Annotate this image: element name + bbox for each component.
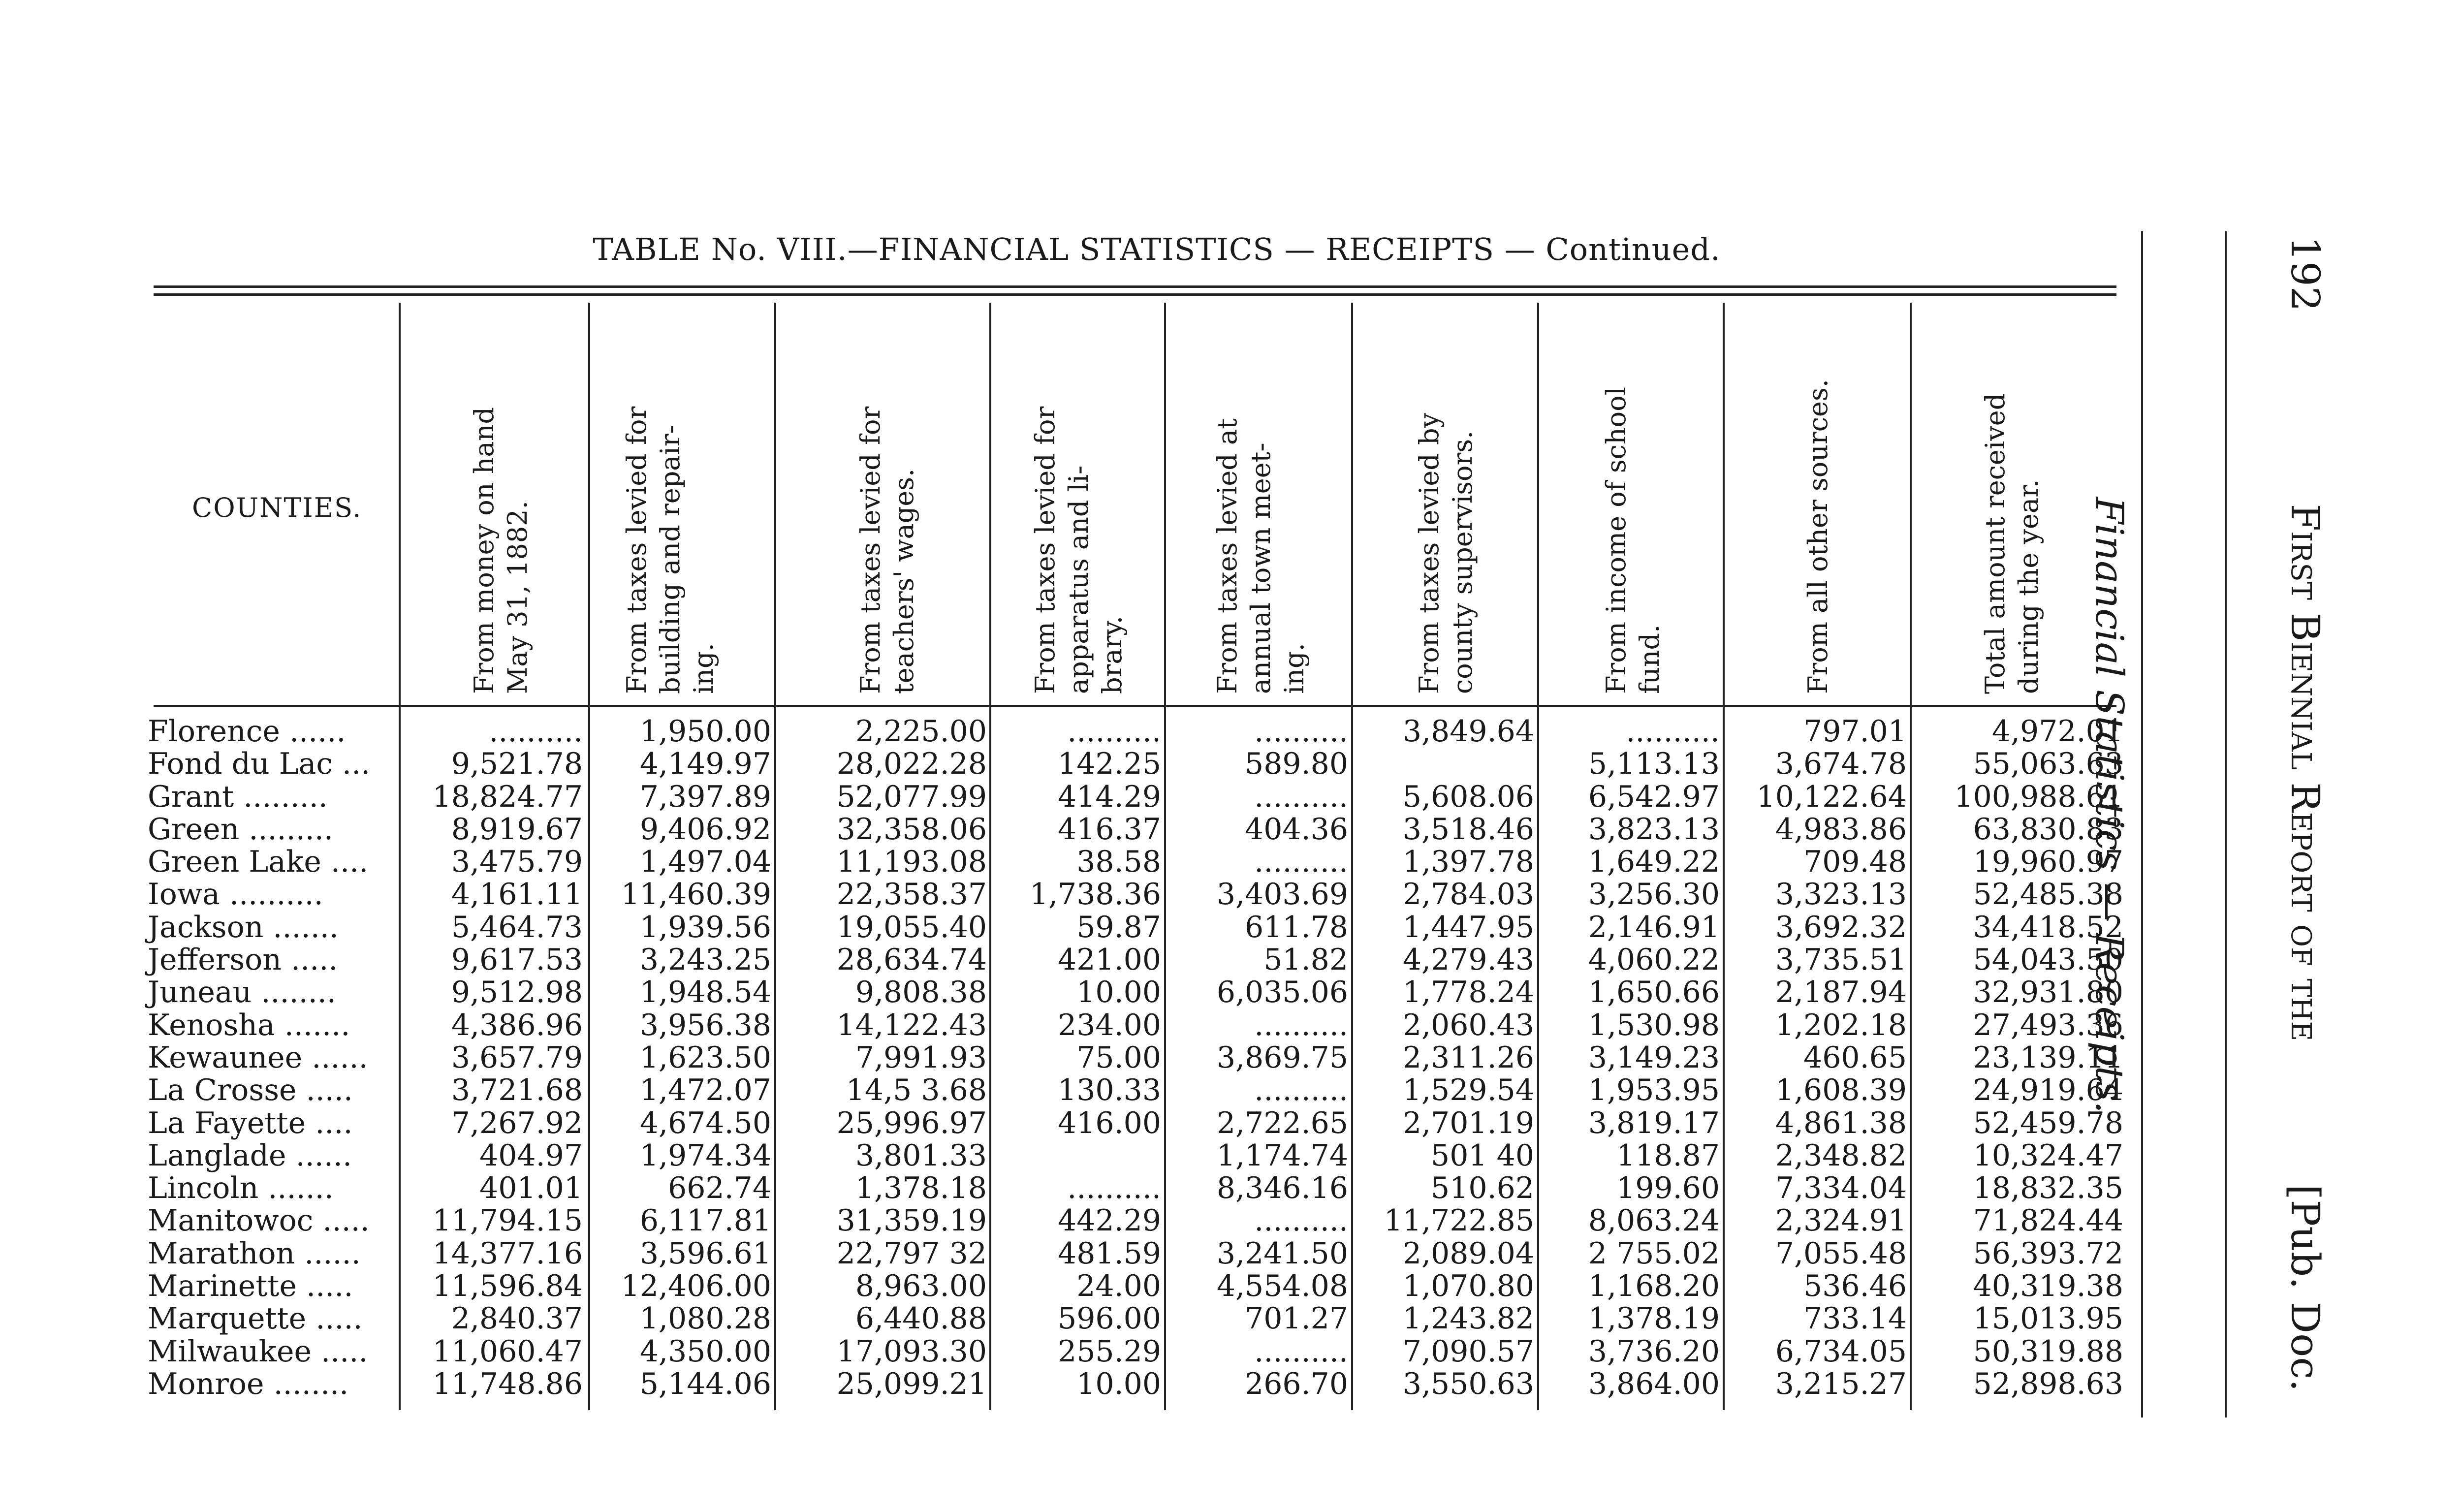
table-cell: 589.80 xyxy=(1245,747,1348,782)
table-cell: 4,386.96 xyxy=(451,1008,583,1042)
table-cell: 1,378.19 xyxy=(1588,1301,1720,1336)
column-school-fund xyxy=(1539,715,1720,1400)
table-cell: 5,144.06 xyxy=(639,1366,771,1401)
table-cell: 1,778.24 xyxy=(1402,975,1534,1010)
table-cell: 401.01 xyxy=(479,1171,583,1206)
table-cell: 1,529.54 xyxy=(1402,1073,1534,1108)
table-cell: 255.29 xyxy=(1058,1334,1161,1369)
table-cell: 1,080.28 xyxy=(639,1301,771,1336)
table-cell: 56,393.72 xyxy=(1973,1236,2123,1271)
table-cell: 3,149.23 xyxy=(1588,1040,1720,1075)
table-cell: 11,060.47 xyxy=(432,1334,583,1369)
table-cell: .......... xyxy=(1254,714,1348,749)
table-cell: 414.29 xyxy=(1058,779,1161,814)
table-cell: 59.87 xyxy=(1076,910,1161,945)
table-cell: 9,617.53 xyxy=(451,943,583,977)
table-cell: 3,518.46 xyxy=(1402,812,1534,847)
column-header-teachers-wages: From taxes levied for teachers' wages. xyxy=(855,406,919,694)
table-cell: 5,608.06 xyxy=(1402,779,1534,814)
row-label: Kenosha ....... xyxy=(148,1008,350,1042)
table-cell: 3,403.69 xyxy=(1216,877,1348,912)
table-cell: .......... xyxy=(1067,1171,1161,1206)
table-cell: 34,418.52 xyxy=(1973,910,2123,945)
table-cell: .......... xyxy=(1626,714,1720,749)
table-cell: .......... xyxy=(1254,845,1348,880)
table-cell: 2,146.91 xyxy=(1588,910,1720,945)
row-label: Langlade ...... xyxy=(148,1138,352,1173)
table-cell: 7,090.57 xyxy=(1402,1334,1534,1369)
table-cell: 3,256.30 xyxy=(1588,877,1720,912)
table-cell: 421.00 xyxy=(1058,943,1161,977)
table-cell: 10,122.64 xyxy=(1756,779,1907,814)
table-cell: 142.25 xyxy=(1058,747,1161,782)
table-cell: 8,063.24 xyxy=(1588,1203,1720,1238)
table-cell: 52,485.38 xyxy=(1973,877,2123,912)
table-cell: 1,953.95 xyxy=(1588,1073,1720,1108)
table-cell: 1,608.39 xyxy=(1775,1073,1907,1108)
header-rule xyxy=(154,705,2116,707)
table-cell: 404.36 xyxy=(1245,812,1348,847)
table-cell: 7,334.04 xyxy=(1775,1171,1907,1206)
table-cell: 31,359.19 xyxy=(836,1203,987,1238)
table-cell: 1,939.56 xyxy=(639,910,771,945)
row-label: La Fayette .... xyxy=(148,1105,353,1140)
table-cell: 3,721.68 xyxy=(451,1073,583,1108)
table-cell: .......... xyxy=(1254,1203,1348,1238)
top-rule xyxy=(154,285,2116,288)
column-apparatus-library xyxy=(991,715,1161,1400)
running-head xyxy=(2282,236,2328,1391)
table-cell: 4,279.43 xyxy=(1402,943,1534,977)
table-cell: 3,596.61 xyxy=(639,1236,771,1271)
table-cell: 2,225.00 xyxy=(855,714,987,749)
table-cell: 50,319.88 xyxy=(1973,1334,2123,1369)
table-cell: 2,840.37 xyxy=(451,1301,583,1336)
table-cell: 9,808.38 xyxy=(855,975,987,1010)
table-cell: 63,830.83 xyxy=(1973,812,2123,847)
table-cell: 510.62 xyxy=(1431,1171,1534,1206)
table-cell: 611.78 xyxy=(1245,910,1348,945)
table-cell: 3,869.75 xyxy=(1216,1040,1348,1075)
table-cell: 14,5 3.68 xyxy=(846,1073,987,1108)
pub-doc: [Pub. Doc. xyxy=(2282,1184,2328,1392)
table-cell xyxy=(991,1139,1161,1172)
table-cell: 1,974.34 xyxy=(639,1138,771,1173)
table-cell: 3,819.17 xyxy=(1588,1105,1720,1140)
counties-header: COUNTIES. xyxy=(192,492,362,523)
table-cell: 5,113.13 xyxy=(1588,747,1720,782)
table-cell: 1,202.18 xyxy=(1775,1008,1907,1042)
table-cell: 797.01 xyxy=(1803,714,1907,749)
table-cell: 662.74 xyxy=(668,1171,771,1206)
table-cell: 2 755.02 xyxy=(1588,1236,1720,1271)
table-cell: 266.70 xyxy=(1245,1366,1348,1401)
column-header-school-fund: From income of school fund. xyxy=(1601,387,1665,694)
table-cell: 3,736.20 xyxy=(1588,1334,1720,1369)
table-cell: 1,649.22 xyxy=(1588,845,1720,880)
row-label: Monroe ........ xyxy=(148,1366,349,1401)
column-header-total: Total amount received during the year. xyxy=(1980,393,2044,694)
table-cell: 19,960.97 xyxy=(1973,845,2123,880)
table-cell: 4,161.11 xyxy=(451,877,583,912)
table-cell: 1,243.82 xyxy=(1402,1301,1534,1336)
table-cell: 1,650.66 xyxy=(1588,975,1720,1010)
report-title: First Biennial Report of the xyxy=(2282,504,2328,1041)
table-cell: 11,460.39 xyxy=(621,877,771,912)
row-label: Jackson ....... xyxy=(148,910,339,945)
table-cell: 28,634.74 xyxy=(836,943,987,977)
table-cell: 709.48 xyxy=(1803,845,1907,880)
table-cell: 24.00 xyxy=(1076,1269,1161,1304)
table-cell: 4,554.08 xyxy=(1216,1269,1348,1304)
table-cell: 3,657.79 xyxy=(451,1040,583,1075)
table-cell: .......... xyxy=(1254,779,1348,814)
table-cell: 4,861.38 xyxy=(1775,1105,1907,1140)
table-cell: 10.00 xyxy=(1076,1366,1161,1401)
column-header-town-meeting: From taxes levied at annual town meet- ing. xyxy=(1212,418,1310,694)
table-cell: 23,139.11 xyxy=(1973,1040,2123,1075)
table-cell: .......... xyxy=(1254,1334,1348,1369)
row-label: La Crosse ..... xyxy=(148,1073,353,1108)
table-cell: 2,701.19 xyxy=(1402,1105,1534,1140)
row-label: Fond du Lac ... xyxy=(148,747,371,782)
column-building-repairing xyxy=(590,715,771,1400)
column-header-building-repairing: From taxes levied for building and repair- ing. xyxy=(621,406,719,694)
table-cell: 52,077.99 xyxy=(836,779,987,814)
table-cell: 14,377.16 xyxy=(432,1236,583,1271)
table-cell: 6,542.97 xyxy=(1588,779,1720,814)
table-cell: 1,472.07 xyxy=(639,1073,771,1108)
table-cell: 701.27 xyxy=(1245,1301,1348,1336)
row-label: Marinette ..... xyxy=(148,1269,353,1304)
table-cell: 596.00 xyxy=(1058,1301,1161,1336)
table-cell: 7,991.93 xyxy=(855,1040,987,1075)
table-cell: 4,350.00 xyxy=(639,1334,771,1369)
table-cell: 3,243.25 xyxy=(639,943,771,977)
table-cell: 32,931.80 xyxy=(1973,975,2123,1010)
table-cell: 3,823.13 xyxy=(1588,812,1720,847)
table-cell: 52,459.78 xyxy=(1973,1105,2123,1140)
table-cell: 22,358.37 xyxy=(836,877,987,912)
outer-rule xyxy=(2141,231,2143,1418)
table-cell: 481.59 xyxy=(1058,1236,1161,1271)
table-cell: 11,193.08 xyxy=(836,845,987,880)
table-cell: 17,093.30 xyxy=(836,1334,987,1369)
table-cell: 5,464.73 xyxy=(451,910,583,945)
table-cell: 12,406.00 xyxy=(621,1269,771,1304)
column-header-money-on-hand: From money on hand May 31, 1882. xyxy=(469,407,533,694)
table-cell: 4,149.97 xyxy=(639,747,771,782)
table-cell: 38.58 xyxy=(1076,845,1161,880)
table-cell: 1,397.78 xyxy=(1402,845,1534,880)
column-header-apparatus-library: From taxes levied for apparatus and li- brary. xyxy=(1030,406,1128,694)
table-cell: 460.65 xyxy=(1803,1040,1907,1075)
table-cell: 442.29 xyxy=(1058,1203,1161,1238)
table-cell: 18,832.35 xyxy=(1973,1171,2123,1206)
table-cell: 3,801.33 xyxy=(855,1138,987,1173)
row-label: Kewaunee ...... xyxy=(148,1040,368,1075)
table-cell: 11,596.84 xyxy=(432,1269,583,1304)
table-cell: 6,035.06 xyxy=(1216,975,1348,1010)
table-cell: 54,043.50 xyxy=(1973,943,2123,977)
table-cell: 3,674.78 xyxy=(1775,747,1907,782)
column-town-meeting xyxy=(1166,715,1348,1400)
table-cell: 3,215.27 xyxy=(1775,1366,1907,1401)
county-column xyxy=(148,715,394,1400)
table-cell: 24,919.64 xyxy=(1973,1073,2123,1108)
table-cell: 1,174.74 xyxy=(1216,1138,1348,1173)
table-cell: 3,864.00 xyxy=(1588,1366,1720,1401)
table-cell: 11,748.86 xyxy=(432,1366,583,1401)
table-cell: 1,623.50 xyxy=(639,1040,771,1075)
table-cell: .......... xyxy=(1067,714,1161,749)
table-cell: 27,493.36 xyxy=(1973,1008,2123,1042)
table-cell: 416.37 xyxy=(1058,812,1161,847)
table-cell: 3,241.50 xyxy=(1216,1236,1348,1271)
row-label: Grant ......... xyxy=(148,779,328,814)
table-cell: 3,956.38 xyxy=(639,1008,771,1042)
table-cell: 7,267.92 xyxy=(451,1105,583,1140)
table-cell: .......... xyxy=(1254,1008,1348,1042)
table-cell: 8,346.16 xyxy=(1216,1171,1348,1206)
table-cell: 1,950.00 xyxy=(639,714,771,749)
table-cell: 2,722.65 xyxy=(1216,1105,1348,1140)
table-cell: 1,738.36 xyxy=(1029,877,1161,912)
table-cell: 2,348.82 xyxy=(1775,1138,1907,1173)
table-cell: 3,550.63 xyxy=(1402,1366,1534,1401)
table-cell: 501 40 xyxy=(1431,1138,1534,1173)
table-cell: 71,824.44 xyxy=(1973,1203,2123,1238)
table-title: TABLE No. VIII.—FINANCIAL STATISTICS — RECEIPTS — Continued. xyxy=(593,231,1721,267)
table-cell: 11,794.15 xyxy=(432,1203,583,1238)
table-cell: 9,512.98 xyxy=(451,975,583,1010)
table-cell: 404.97 xyxy=(479,1138,583,1173)
table-cell: 2,311.26 xyxy=(1402,1040,1534,1075)
table-cell: 2,187.94 xyxy=(1775,975,1907,1010)
table-cell: .......... xyxy=(489,714,583,749)
table-cell: 1,497.04 xyxy=(639,845,771,880)
table-cell: 9,521.78 xyxy=(451,747,583,782)
top-rule-2 xyxy=(154,293,2116,296)
table-cell: 199.60 xyxy=(1616,1171,1720,1206)
page-number: 192 xyxy=(2282,236,2328,312)
table-cell: 7,055.48 xyxy=(1775,1236,1907,1271)
row-label: Manitowoc ..... xyxy=(148,1203,370,1238)
table-cell: 4,972.01 xyxy=(1991,714,2123,749)
table-cell: 22,797 32 xyxy=(836,1236,987,1271)
table-cell: 1,070.80 xyxy=(1402,1269,1534,1304)
table-cell: 1,447.95 xyxy=(1402,910,1534,945)
row-label: Milwaukee ..... xyxy=(148,1334,368,1369)
table-cell: 11,722.85 xyxy=(1384,1203,1534,1238)
table-cell: 40,319.38 xyxy=(1973,1269,2123,1304)
table-cell: 3,475.79 xyxy=(451,845,583,880)
table-cell: 536.46 xyxy=(1803,1269,1907,1304)
table-cell: 3,692.32 xyxy=(1775,910,1907,945)
table-cell: 733.14 xyxy=(1803,1301,1907,1336)
column-header-other-sources: From all other sources. xyxy=(1802,379,1833,694)
table-cell: 9,406.92 xyxy=(639,812,771,847)
table-cell: 3,735.51 xyxy=(1775,943,1907,977)
table-cell: 2,784.03 xyxy=(1402,877,1534,912)
table-cell: 2,324.91 xyxy=(1775,1203,1907,1238)
row-label: Marathon ...... xyxy=(148,1236,361,1271)
row-label: Green Lake .... xyxy=(148,845,369,880)
row-label: Jefferson ..... xyxy=(148,943,338,977)
column-teachers-wages xyxy=(776,715,987,1400)
table-cell xyxy=(1353,748,1534,780)
table-cell: 8,919.67 xyxy=(451,812,583,847)
table-cell: 6,117.81 xyxy=(639,1203,771,1238)
table-cell: 75.00 xyxy=(1076,1040,1161,1075)
table-cell: 18,824.77 xyxy=(432,779,583,814)
table-cell: 1,378.18 xyxy=(855,1171,987,1206)
table-cell: 25,099.21 xyxy=(836,1366,987,1401)
table-cell: 2,060.43 xyxy=(1402,1008,1534,1042)
row-label: Florence ...... xyxy=(148,714,346,749)
table-cell: 1,948.54 xyxy=(639,975,771,1010)
table-cell: 19,055.40 xyxy=(836,910,987,945)
table-cell: 6,734.05 xyxy=(1775,1334,1907,1369)
column-money-on-hand xyxy=(401,715,583,1400)
table-cell: 51.82 xyxy=(1263,943,1348,977)
table-cell: 32,358.06 xyxy=(836,812,987,847)
table-cell: 3,849.64 xyxy=(1402,714,1534,749)
side-title: Financial Statistics — Receipts. xyxy=(2087,497,2131,1113)
table-cell: 4,674.50 xyxy=(639,1105,771,1140)
table-cell: 100,988.61 xyxy=(1954,779,2123,814)
table-cell: 416.00 xyxy=(1058,1105,1161,1140)
row-label: Marquette ..... xyxy=(148,1301,363,1336)
table-cell: 3,323.13 xyxy=(1775,877,1907,912)
table-cell: 4,060.22 xyxy=(1588,943,1720,977)
table-cell: 15,013.95 xyxy=(1973,1301,2123,1336)
table-cell: 8,963.00 xyxy=(855,1269,987,1304)
table-cell: 10.00 xyxy=(1076,975,1161,1010)
row-label: Lincoln ....... xyxy=(148,1171,334,1206)
table-cell: 130.33 xyxy=(1058,1073,1161,1108)
table-cell: 6,440.88 xyxy=(855,1301,987,1336)
table-cell: 10,324.47 xyxy=(1973,1138,2123,1173)
table-cell: 118.87 xyxy=(1616,1138,1720,1173)
row-label: Iowa .......... xyxy=(148,877,323,912)
table-cell: 55,063.63 xyxy=(1973,747,2123,782)
table-cell: 234.00 xyxy=(1058,1008,1161,1042)
table-cell: 25,996.97 xyxy=(836,1105,987,1140)
table-cell: 2,089.04 xyxy=(1402,1236,1534,1271)
table-cell: 52,898.63 xyxy=(1973,1366,2123,1401)
table-cell: 4,983.86 xyxy=(1775,812,1907,847)
table-cell: 1,168.20 xyxy=(1588,1269,1720,1304)
table-cell: 7,397.89 xyxy=(639,779,771,814)
row-label: Juneau ........ xyxy=(148,975,336,1010)
column-header-county-supervisors: From taxes levied by county supervisors. xyxy=(1414,412,1478,694)
table-cell: .......... xyxy=(1254,1073,1348,1108)
column-other-sources xyxy=(1725,715,1907,1400)
row-label: Green ......... xyxy=(148,812,333,847)
table-cell: 28,022.28 xyxy=(836,747,987,782)
table-cell: 1,530.98 xyxy=(1588,1008,1720,1042)
column-county-supervisors xyxy=(1353,715,1534,1400)
table-cell: 14,122.43 xyxy=(836,1008,987,1042)
outer-rule xyxy=(2225,231,2227,1418)
